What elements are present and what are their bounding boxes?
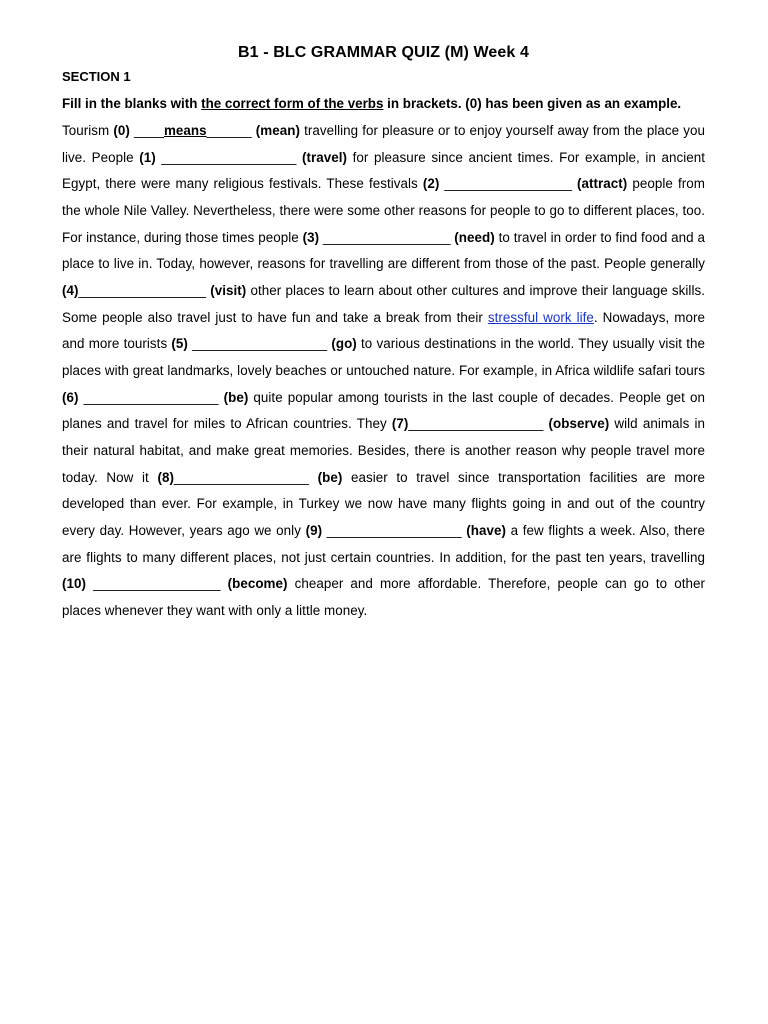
passage-text: to various destinations in the world. They usually visit the places with great landmarks, lovely beaches or untouched nature. For example, in Africa wildlife safari tours (62, 336, 705, 378)
blank-0-line: ____ (129, 123, 164, 138)
blank-7: __________________ (408, 416, 549, 432)
blank-number-1: (1) (139, 149, 156, 165)
reading-passage (62, 118, 705, 624)
verb-hint-3: (need) (454, 229, 495, 245)
verb-hint-0: (mean) (255, 123, 300, 138)
blank-number-6: (6) (62, 389, 79, 405)
blank-number-10: (10) (62, 576, 87, 592)
blank-number-7: (7) (391, 416, 409, 432)
passage-text: a few flights a week. Also, there are flights to many different places, not just certain countries. In addition, for the past ten years, travelling (62, 522, 705, 565)
passage-text: to travel in order to find food and a place to live in. Today, however, reasons for travelling are different from those of the past. People generally (62, 229, 705, 272)
blank-9: __________________ (322, 522, 467, 538)
stressful-work-life-link[interactable]: stressful work life (487, 309, 594, 325)
blank-2: _________________ (439, 176, 578, 192)
blank-4: _________________ (78, 282, 211, 298)
verb-hint-10: (become) (227, 576, 288, 592)
verb-hint-9: (have) (466, 522, 507, 538)
passage-text: travelling for pleasure or to enjoy yourself away from the place you live. People (62, 123, 705, 165)
blank-number-3: (3) (302, 229, 320, 245)
instruction-text-end: in brackets. (0) has been given as an example. (383, 96, 682, 111)
passage-text: . Nowadays, more and more tourists (62, 309, 705, 352)
example-answer: means (163, 123, 207, 138)
blank-5: __________________ (187, 336, 332, 352)
blank-8: __________________ (173, 469, 318, 485)
verb-hint-6: (be) (223, 389, 249, 405)
blank-10: _________________ (86, 576, 228, 592)
passage-text: for pleasure since ancient times. For example, in ancient Egypt, there were many religious festivals. These festivals (62, 149, 705, 192)
verb-hint-2: (attract) (577, 176, 628, 192)
page-title: B1 - BLC GRAMMAR QUIZ (M) Week 4 (238, 44, 529, 61)
passage-text: easier to travel since transportation facilities are more developed than ever. For example, in Turkey we now have many flights going in and out of the country every day. However, years ago we only (62, 469, 705, 538)
passage-text: quite popular among tourists in the last couple of decades. People get on planes and travel for miles to African countries. They (62, 389, 705, 432)
passage-text: people from the whole Nile Valley. Nevertheless, there were some other reasons for people to go to different places, too. For instance, during those times people (62, 176, 705, 245)
blank-number-2: (2) (422, 176, 440, 192)
blank-6: __________________ (78, 389, 224, 405)
passage-text: wild animals in their natural habitat, and make great memories. Besides, there is another reason why people travel more today. Now it (62, 416, 705, 485)
verb-hint-5: (go) (331, 336, 357, 352)
blank-number-9: (9) (305, 522, 323, 538)
blank-3: _________________ (319, 229, 455, 245)
verb-hint-4: (visit) (210, 282, 247, 298)
blank-number-5: (5) (171, 336, 188, 352)
passage-text: cheaper and more affordable. Therefore, people can go to other places whenever they want with only a little money. (62, 576, 705, 618)
verb-hint-1: (travel) (301, 149, 347, 165)
passage-text: Tourism (62, 123, 114, 138)
verb-hint-7: (observe) (548, 416, 610, 432)
blank-1: __________________ (155, 149, 302, 165)
section-heading: SECTION 1 (62, 69, 131, 84)
quiz-page (62, 40, 705, 624)
instruction-underlined-text: the correct form of the verbs (201, 96, 384, 111)
blank-0-line-end: ______ (206, 123, 256, 138)
blank-number-0: (0) (113, 123, 130, 138)
blank-number-4: (4) (62, 282, 79, 298)
passage-text: other places to learn about other cultures and improve their language skills. Some people also travel just to have fun and take a break from their (62, 282, 705, 325)
blank-number-8: (8) (157, 469, 174, 485)
instructions (62, 91, 705, 117)
verb-hint-8: (be) (317, 469, 343, 485)
instruction-text: Fill in the blanks with (62, 96, 202, 111)
